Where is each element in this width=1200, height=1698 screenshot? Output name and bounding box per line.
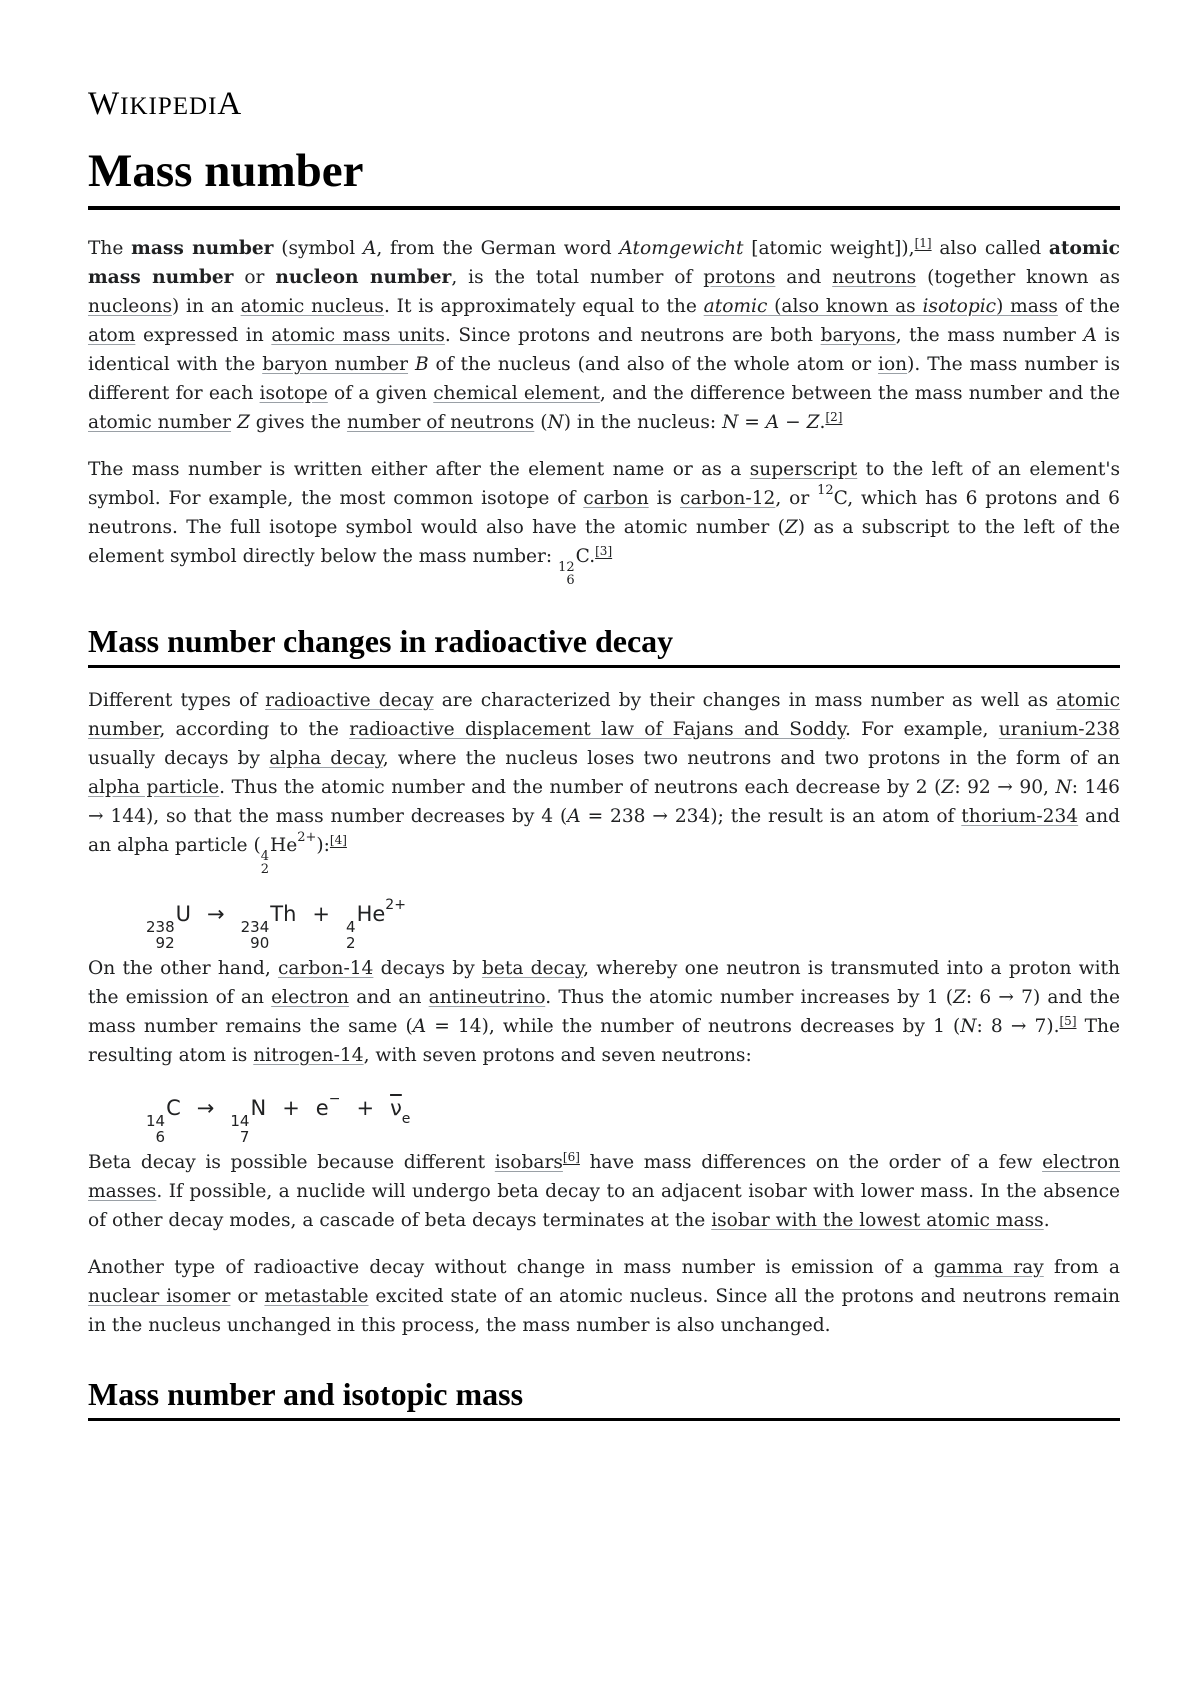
section-heading-radioactive-decay: Mass number changes in radioactive decay — [88, 621, 1120, 668]
link-carbon-14[interactable]: carbon-14 — [277, 958, 374, 979]
link-isotope[interactable]: isotope — [259, 383, 328, 404]
isotope-notation-he4: 4 2 — [260, 849, 269, 877]
link-atomic-mass[interactable]: atomic (also known as isotopic) mass — [703, 296, 1058, 317]
link-antineutrino[interactable]: antineutrino — [428, 987, 546, 1008]
reference-4-link[interactable]: [4] — [329, 833, 347, 847]
link-beta-decay[interactable]: beta decay — [481, 958, 584, 979]
link-chemical-element[interactable]: chemical element — [433, 383, 600, 404]
link-ion[interactable]: ion — [878, 354, 908, 375]
beta-decay-equation: 14 6 C → 14 7 $N + e^- + \overline{\nu}_e$ — [146, 1091, 411, 1146]
reference-1-link[interactable]: [1] — [914, 236, 932, 250]
decay-paragraph-1: Different types of radioactive decay are characterized by their changes in mass number as well as atomic number, according to the radioactive displacement law of Fajans and Soddy. For example, uranium-238 usually decays by alpha decay, where the nucleus loses two neutrons and two protons in the form of an alpha particle. Thus the atomic number and the number of neutrons each decrease by 2 (Z: 92 → 90, N: 146 → 144), so that the mass number decreases by 4 (A = 238 → 234); the result is an atom of thorium-234 and an alpha particle ( 4 2 $He^{2+}):[4]$ — [88, 690, 1121, 877]
link-isobars[interactable]: isobars — [494, 1152, 563, 1173]
link-electron[interactable]: electron — [271, 987, 350, 1008]
reference-6-link[interactable]: [6] — [562, 1150, 580, 1164]
reference-3-link[interactable]: [3] — [595, 544, 613, 558]
link-gamma-ray[interactable]: gamma ray — [933, 1257, 1044, 1278]
isotope-notation-c12: 12 6 — [558, 560, 575, 588]
link-nuclear-isomer[interactable]: nuclear isomer — [88, 1286, 231, 1307]
link-baryon-number[interactable]: baryon number — [262, 354, 409, 375]
page-title: Mass number — [88, 142, 1120, 210]
intro-paragraph-2: The mass number is written either after the element name or as a superscript to the left of an element's symbol. For example, the most common isotope of carbon is carbon-12, or $^{12}$C, which has 6 protons and 6 neutrons. The full isotope symbol would also have the atomic number (Z) as a subscript to the left of the element symbol directly below the mass number: 12 6 C.[3] — [88, 459, 1121, 588]
link-thorium-234[interactable]: thorium-234 — [961, 806, 1079, 827]
decay-paragraph-2: On the other hand, carbon-14 decays by beta decay, whereby one neutron is transmuted into a proton with the emission of an electron and an antineutrino. Thus the atomic number increases by 1 (Z: 6 → 7) and the mass number remains the same (A = 14), while the number of neutrons decreases by 1 (N: 8 → 7).[5] The resulting atom is nitrogen-14, with seven protons and seven neutrons: — [88, 958, 1121, 1066]
link-protons[interactable]: protons — [703, 267, 776, 288]
link-alpha-particle[interactable]: alpha particle — [88, 777, 220, 798]
link-alpha-decay[interactable]: alpha decay — [269, 748, 383, 769]
alpha-decay-equation: 238 92 U → 234 90 Th + 4 2 $He^{2+}$ — [146, 897, 406, 952]
link-baryons[interactable]: baryons — [820, 325, 896, 346]
section-heading-isotopic-mass: Mass number and isotopic mass — [88, 1374, 1120, 1421]
reference-2-link[interactable]: [2] — [825, 410, 843, 424]
link-nitrogen-14[interactable]: nitrogen-14 — [253, 1045, 364, 1066]
link-displacement-law[interactable]: radioactive displacement law of Fajans and Soddy — [349, 719, 846, 740]
link-nucleons[interactable]: nucleons — [88, 296, 173, 317]
link-carbon[interactable]: carbon — [583, 488, 649, 509]
link-carbon-12[interactable]: carbon-12 — [679, 488, 776, 509]
wikipedia-logo[interactable]: WIKIPEDIA — [88, 86, 243, 122]
link-radioactive-decay[interactable]: radioactive decay — [265, 690, 434, 711]
article — [88, 84, 1120, 1421]
link-atomic-number-2[interactable]: atomic number — [88, 690, 1121, 740]
link-electron-masses[interactable]: electron masses — [88, 1152, 1120, 1202]
link-atomic-nucleus[interactable]: atomic nucleus — [240, 296, 384, 317]
decay-paragraph-4: Another type of radioactive decay without change in mass number is emission of a gamma ray from a nuclear isomer or metastable excited state of an atomic nucleus. Since all the protons and neutrons remain in the nucleus unchanged in this process, the mass number is also unchanged. — [88, 1257, 1121, 1336]
link-metastable[interactable]: metastable — [264, 1286, 369, 1307]
link-number-of-neutrons[interactable]: number of neutrons — [346, 412, 535, 433]
link-atom[interactable]: atom — [88, 325, 136, 346]
decay-paragraph-3: Beta decay is possible because different isobars[6] have mass differences on the order of a few electron masses. If possible, a nuclide will undergo beta decay to an adjacent isobar with lower mass. In the absence of other decay modes, a cascade of beta decays terminates at the isobar with the lowest atomic mass. — [88, 1150, 1120, 1231]
link-atomic-mass-units[interactable]: atomic mass units — [271, 325, 445, 346]
link-neutrons[interactable]: neutrons — [832, 267, 917, 288]
reference-5-link[interactable]: [5] — [1059, 1014, 1077, 1028]
link-uranium-238[interactable]: uranium-238 — [998, 719, 1120, 740]
intro-paragraph-1: The mass number (symbol A, from the German word Atomgewicht [atomic weight]),[1] also called atomic mass number or nucleon number, is the total number of protons and neutrons (together known as nucleons) in an atomic nucleus. It is approximately equal to the atomic (also known as isotopic) mass of the atom expressed in atomic mass units. Since protons and neutrons are both baryons, the mass number A is identical with the baryon number B of the nucleus (and also of the whole atom or ion). The mass number is different for each isotope of a given chemical element, and the difference between the mass number and the atomic number Z gives the number of neutrons (N) in the nucleus: N = A − Z.[2] — [88, 236, 1121, 433]
link-superscript[interactable]: superscript — [749, 459, 858, 480]
link-atomic-number[interactable]: atomic number — [88, 412, 232, 433]
link-isobar-lowest-mass[interactable]: isobar with the lowest atomic mass — [711, 1210, 1044, 1231]
